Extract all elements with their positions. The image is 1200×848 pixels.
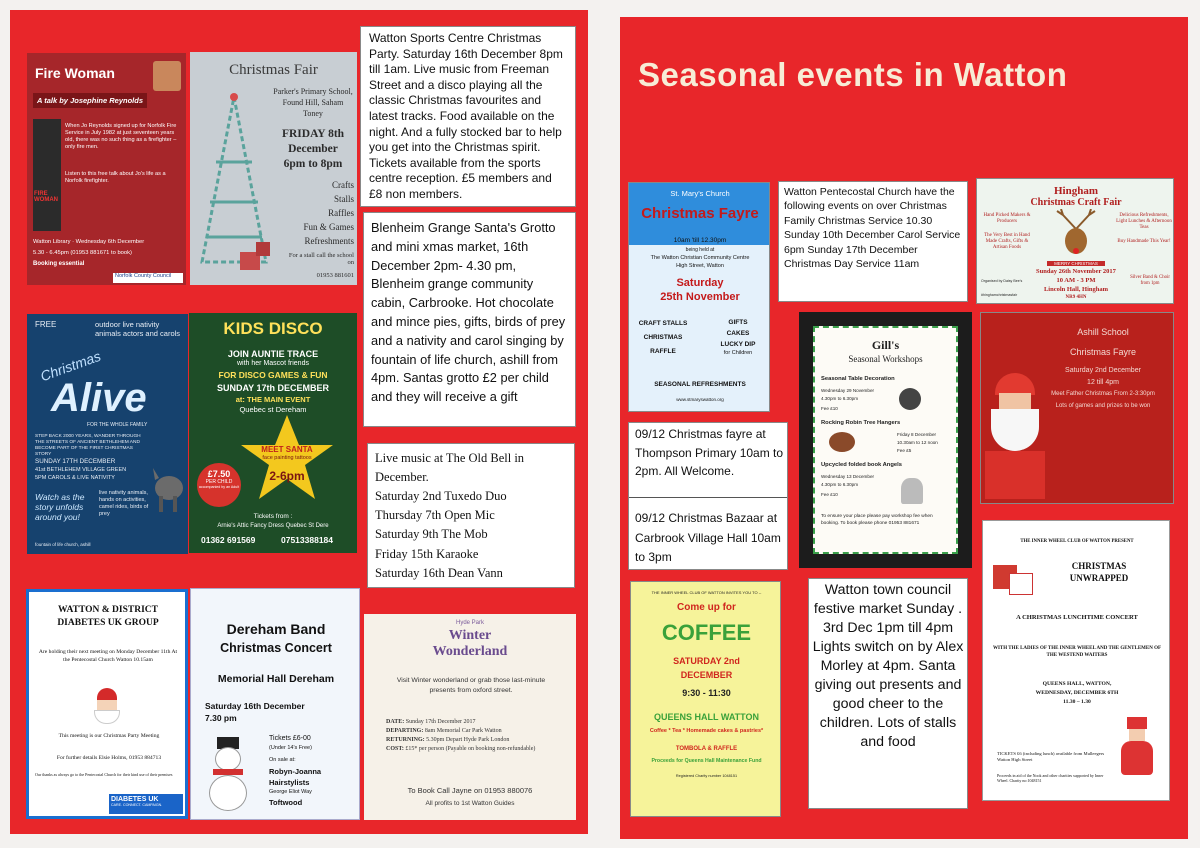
ashill-games: Lots of games and prizes to be won: [1055, 403, 1151, 409]
carbrook-text: 09/12 Christmas Bazaar at Carbrook Village Hall 10am to 3pm: [635, 511, 781, 565]
christmas-alive-watch: Watch as the story unfolds around you!: [35, 492, 85, 522]
bauble-icon: [899, 388, 921, 410]
st-marys-item: GIFTS: [728, 319, 748, 326]
fair-item: Raffles: [328, 208, 354, 218]
sports-centre-text: Watton Sports Centre Christmas Party. Saturday 16th December 8pm till 1am. Live music from Freeman Street and a disco playing all the classic Christmas favourites and latest tracks. Food available on the night. And a fully stocked bar to help you get into the Christmas spirit. Tickets available from the sports centre reception. £5 members and £8 non members.: [369, 31, 563, 201]
sf-face: [1129, 729, 1145, 741]
christmas-fair-stall: For a stall call the school on: [288, 252, 354, 266]
sports-centre-notice: [360, 26, 576, 207]
kids-disco-shop: Arnie's Attic Fancy Dress Quebec St Dere: [217, 523, 329, 529]
right-page: [600, 0, 1200, 848]
fair-item: Stalls: [333, 194, 354, 204]
pentecostal-notice: [778, 181, 968, 302]
winter-wonderland-book: To Book Call Jayne on 01953 880076: [407, 786, 533, 795]
gills-w3-date: Wednesday 13 December: [821, 474, 875, 479]
blenheim-text: Blenheim Grange Santa's Grotto and mini xmas market, 16th December 2pm- 4.30 pm, Blenheim grange community cabin, Carbrooke. Hot chocolate and mince pies, gifts, birds of prey and a nativity and carol singing by fountain of life church, ashill from 4pm. Santas grotto £2 per child and they will receive a gift: [371, 220, 566, 405]
kids-disco-time: 2-6pm: [269, 469, 305, 483]
gills-w1-title: Seasonal Table Decoration: [821, 376, 895, 382]
hingham-right2: Buy Handmade This Year!: [1117, 239, 1171, 244]
ww-dep-row: [386, 727, 562, 736]
town-council-text: Watton town council festive market Sunday . 3rd Dec 1pm till 4pm Lights switch on by Alex Morley at 4pm. Santa giving out presents and good cheer to the children. Lots of stalls and food: [812, 582, 964, 750]
kids-disco-accompanied: accompanied by an Adult: [198, 485, 240, 489]
inner-wheel-poster: [982, 520, 1170, 801]
diabetes-info: For further details Elsie Holms, 01953 884713: [56, 755, 162, 761]
gills-title1: Gill's: [871, 338, 900, 352]
christmas-alive-place: 41st BETHLEHEM VILLAGE GREEN: [35, 467, 127, 473]
st-marys-time: 10am 'till 12.30pm: [673, 237, 727, 244]
coffee-venue: QUEENS HALL WATTON: [653, 712, 759, 722]
hingham-social: #hinghamchristmasfair: [981, 293, 1018, 297]
ww-date-label: DATE:: [386, 719, 405, 725]
coffee-come: Come up for: [677, 602, 736, 613]
coffee-day: SATURDAY 2nd: [673, 656, 740, 666]
gills-w1-date: Wednesday 29 November: [821, 388, 875, 393]
father-christmas-icon: [985, 373, 1045, 499]
diabetes-logo: DIABETES UK: [111, 796, 159, 803]
winter-wonderland-brand: Hyde Park: [455, 620, 484, 626]
kids-disco-price-badge: [197, 463, 241, 507]
st-marys-item: LUCKY DIP: [720, 341, 756, 348]
st-marys-held: being held at: [685, 247, 715, 253]
inner-wheel-date: WEDNESDAY, DECEMBER 6TH: [1035, 690, 1119, 696]
inner-wheel-venue: QUEENS HALL, WATTON,: [1042, 681, 1112, 687]
hingham-band: Silver Band & Choir from 1pm: [1130, 275, 1170, 286]
hingham-right1: Delicious Refreshments, Light Lunches & Afternoon Teas: [1116, 213, 1172, 230]
old-bell-list: [375, 487, 567, 583]
sf-hat: [1127, 717, 1147, 729]
fair-item: Crafts: [332, 180, 354, 190]
christmas-alive-times: 5PM CAROLS & LIVE NATIVITY: [35, 475, 115, 481]
snowman-icon: [205, 737, 251, 813]
old-bell-item: Friday 15th Karaoke: [375, 546, 479, 561]
fair-item: Refreshments: [304, 236, 354, 246]
christmas-fair-venue: Parker's Primary School, Found Hill, Saham Toney: [273, 87, 353, 118]
christmas-fair-time: 6pm to 8pm: [283, 158, 343, 170]
dereham-band-shop1: Robyn-Joanna: [269, 767, 322, 776]
santa-hat: [97, 688, 117, 700]
kids-disco-phone2: 07513388184: [281, 535, 334, 545]
kids-disco-at: at: THE MAIN EVENT: [235, 395, 311, 404]
fair-item: Fun & Games: [303, 222, 354, 232]
hingham-title1: Hingham: [1053, 185, 1098, 197]
inner-wheel-header: THE INNER WHEEL CLUB OF WATTON PRESENT: [1020, 539, 1134, 544]
notice-divider: [629, 497, 788, 498]
inner-wheel-title2: UNWRAPPED: [1069, 573, 1129, 583]
fire-woman-booking: Booking essential: [33, 261, 85, 267]
gills-w3-time: 4.30pm to 6.30pm: [821, 482, 859, 487]
ashill-poster: [980, 312, 1174, 504]
christmas-alive-free: FREE: [35, 320, 57, 329]
ashill-meet: Meet Father Christmas From 2-3:30pm: [1051, 391, 1155, 397]
thompson-carbrook-notice: [628, 422, 788, 570]
gills-w1-fee: Fee £10: [821, 406, 838, 411]
hingham-title2: Christmas Craft Fair: [1030, 197, 1122, 208]
gills-w2-fee: Fee £5: [897, 448, 912, 453]
dereham-band-from: On sale at:: [269, 757, 296, 763]
diabetes-poster: [26, 589, 188, 819]
coffee-time: 9:30 - 11:30: [682, 688, 731, 698]
fire-woman-book: [33, 119, 61, 231]
hingham-banner: MERRY CHRISTMAS: [1047, 261, 1105, 266]
dereham-band-venue: Memorial Hall Dereham: [217, 673, 335, 685]
st-marys-church: St. Mary's Church: [670, 189, 730, 198]
inner-wheel-with: WITH THE LADIES OF THE INNER WHEEL AND THE GENTLEMEN OF THE WESTEND WAITERS: [992, 646, 1162, 658]
kids-disco-price: £7.50: [207, 469, 231, 479]
kids-disco-meet: MEET SANTA: [261, 445, 313, 454]
old-bell-item: Saturday 16th Dean Vann: [375, 565, 503, 580]
christmas-fair-phone: 01953 881601: [316, 272, 354, 279]
pentecostal-text: Watton Pentecostal Church have the following events on over Christmas Family Christmas Service 10.30 Sunday 10th December Carol Service 6pm Sunday 17th December Christmas Day Service 11am: [784, 186, 961, 271]
ashill-time: 12 till 4pm: [1087, 379, 1119, 386]
ww-cost-label: COST:: [386, 746, 404, 752]
diabetes-body: Are holding their next meeting on Monday December 11th At the Pentecostal Church Watton 10.15am: [38, 649, 178, 663]
inner-wheel-time: 11.30 – 1.30: [1063, 699, 1091, 705]
gills-w3-title: Upcycled folded book Angels: [821, 462, 902, 468]
christmas-alive-poster: [27, 314, 188, 554]
gills-poster: [799, 312, 972, 568]
christmas-fair-date1: FRIDAY 8th: [281, 128, 345, 140]
st-marys-right-items: [709, 317, 767, 350]
kids-disco-with: with her Mascot friends: [237, 360, 309, 367]
santa-icon: [91, 688, 123, 726]
norfolk-council-text: Norfolk County Council: [115, 273, 172, 279]
christmas-alive-activities: live nativity animals, hands on activities, camel rides, birds of prey: [99, 490, 149, 517]
kids-disco-poster: [189, 313, 357, 553]
fire-woman-time: 5.30 - 6.45pm (01953 881671 to book): [33, 250, 132, 256]
winter-wonderland-profits: All profits to 1st Watton Guides: [425, 800, 515, 807]
christmas-alive-title1: Christmas: [38, 347, 103, 385]
kids-disco-join: JOIN AUNTIE TRACE: [227, 349, 319, 359]
diabetes-logo-bar: [109, 794, 183, 814]
kids-disco-face: face painting tattoos: [262, 455, 312, 461]
diabetes-small: Our thanks as always go to the Pentecostal Church for their kind use of their premises: [35, 772, 173, 777]
coffee-charity: Registered Charity number 1048151: [675, 774, 738, 778]
fire-woman-poster: [27, 53, 186, 285]
dereham-band-shop3: George Eliot Way: [269, 789, 312, 795]
robin-icon: [829, 432, 855, 452]
hingham-date: Sunday 26th November 2017: [1036, 268, 1116, 275]
gills-w2-date: Friday 8 December: [897, 432, 937, 437]
fire-woman-book-word: FIRE WOMAN: [34, 191, 58, 203]
kids-disco-for: FOR DISCO GAMES & FUN: [218, 370, 328, 380]
st-marys-title: Christmas Fayre: [641, 205, 759, 222]
inner-wheel-title1: CHRISTMAS: [1071, 561, 1127, 571]
st-marys-date: 25th November: [660, 291, 740, 303]
ww-date-row: [386, 718, 562, 727]
st-marys-web: www.stmaryswatton.org: [676, 397, 724, 402]
present-white: [1009, 573, 1033, 595]
inner-wheel-aid: Proceeds in aid of the Nook and other charities supported by Inner Wheel. Charity no:1048151: [997, 773, 1104, 784]
hingham-time: 10 AM - 3 PM: [1056, 277, 1096, 284]
christmas-fair-title: Christmas Fair: [229, 62, 318, 78]
old-bell-item: Saturday 2nd Tuxedo Duo: [375, 489, 507, 503]
angel-icon: [901, 478, 923, 504]
dereham-band-tickets: Tickets £6-00: [269, 735, 311, 742]
coffee-poster: [630, 581, 781, 817]
christmas-tree-graphic: [194, 92, 274, 277]
kids-disco-per: PER CHILD: [205, 479, 233, 485]
santa-figure-icon: [1117, 717, 1157, 775]
dereham-band-title2: Christmas Concert: [220, 641, 332, 655]
diabetes-meeting: This meeting is our Christmas Party Meeting: [58, 733, 160, 739]
st-marys-item: CHRISTMAS RAFFLE: [643, 334, 683, 355]
coffee-month: DECEMBER: [680, 670, 733, 680]
dereham-band-shop2: Hairstylists: [269, 778, 310, 787]
winter-wonderland-intro: Visit Winter wonderland or grab those last-minute presents from oxford street.: [396, 677, 546, 694]
gills-inner: [813, 326, 958, 554]
inner-wheel-tickets: TICKETS £6 (including lunch) available from Mulleegers Watton High Street: [997, 751, 1105, 762]
ww-cost-row: [386, 745, 562, 754]
coffee-proceeds: Proceeds for Queens Hall Maintenance Fund: [651, 758, 762, 764]
ww-cost: £15* per person (Payable on booking non-refundable): [405, 746, 536, 752]
gills-reserve: To ensure your place please pay workshop fee when booking. To book please phone 01953 881671: [821, 514, 933, 526]
fire-woman-title: Fire Woman: [35, 65, 115, 81]
hingham-organised: Organised by Daisy Bee's: [981, 279, 1023, 283]
sf-body: [1121, 741, 1153, 775]
dereham-band-title1: Dereham Band: [226, 621, 326, 637]
ashill-title2: Christmas Fayre: [1069, 347, 1136, 357]
hingham-left2: The Very Best in Hand Made Crafts, Gifts & Artisan Foods: [984, 233, 1030, 250]
kids-disco-place: Quebec st Dereham: [239, 405, 307, 414]
kids-disco-tickets: Tickets from :: [253, 513, 293, 520]
st-marys-refreshments: SEASONAL REFRESHMENTS: [654, 381, 746, 388]
fire-woman-photo: [153, 61, 181, 91]
dereham-band-shop4: Toftwood: [269, 798, 303, 807]
norfolk-council-logo: [113, 273, 183, 283]
hingham-venue: Lincoln Hall, Hingham: [1043, 286, 1109, 293]
ww-dep-label: DEPARTING:: [386, 728, 424, 734]
coffee-items: Coffee * Tea * Homemade cakes & pastries*: [649, 728, 764, 734]
old-bell-item: Thursday 7th Open Mic: [375, 508, 495, 523]
christmas-alive-step: STEP BACK 2000 YEARS, WANDER THROUGH THE STREETS OF ANCIENT BETHLEHEM AND BECOME PART OF THE FIRST CHRISTMAS STORY: [35, 434, 141, 457]
ww-ret: 5.30pm Depart Hyde Park London: [426, 737, 510, 743]
st-marys-item: CAKES: [726, 330, 750, 337]
dereham-band-poster: [190, 588, 360, 820]
old-bell-notice: [367, 443, 575, 588]
dereham-band-under: (Under 14's Free): [269, 745, 312, 751]
winter-wonderland-poster: [364, 614, 576, 820]
christmas-alive-footer: fountain of life church, ashill: [35, 542, 91, 547]
ww-ret-label: RETURNING:: [386, 737, 425, 743]
old-bell-intro: Live music at The Old Bell in December.: [375, 451, 525, 484]
dereham-band-date: Saturday 16th December: [205, 701, 305, 711]
ashill-date: Saturday 2nd December: [1065, 367, 1141, 374]
fc-coat: [985, 451, 1045, 499]
christmas-fair-date2: December: [288, 143, 338, 155]
ww-dep: 8am Memorial Car Park Watton: [424, 728, 502, 734]
ashill-title1: Ashill School: [1077, 327, 1129, 337]
fire-woman-body1: When Jo Reynolds signed up for Norfolk Fire Service in July 1982 at just seventeen years old, there was no such thing as a firefighter – only fire men.: [65, 123, 177, 150]
st-marys-venue2: High Street, Watton: [676, 263, 724, 269]
inner-wheel-subtitle: A CHRISTMAS LUNCHTIME CONCERT: [1016, 614, 1138, 621]
fc-hat: [995, 373, 1035, 395]
christmas-fair-items: [280, 178, 354, 248]
hingham-postcode: NR9 4HN: [1065, 295, 1087, 300]
gills-title2: Seasonal Workshops: [848, 354, 923, 364]
kids-disco-date: SUNDAY 17th DECEMBER: [216, 383, 330, 393]
snowman-head: [215, 747, 241, 771]
page-title: Seasonal events in Watton: [638, 56, 1068, 93]
winter-wonderland-title2: Wonderland: [432, 644, 508, 659]
kids-disco-phone1: 01362 691569: [201, 535, 256, 545]
old-bell-item: Saturday 9th The Mob: [375, 527, 488, 542]
santa-beard: [94, 710, 120, 724]
dereham-band-time: 7.30 pm: [205, 713, 237, 723]
christmas-fair-poster: [190, 52, 357, 285]
snowman-body: [209, 775, 247, 811]
st-marys-left-items: [633, 317, 693, 359]
winter-wonderland-title1: Winter: [448, 628, 492, 643]
christmas-alive-title2: Alive: [51, 376, 147, 420]
coffee-header: THE INNER WHEEL CLUB OF WATTON INVITES YOU TO --: [651, 590, 762, 595]
christmas-alive-for: FOR THE WHOLE FAMILY: [87, 422, 148, 428]
donkey-icon: [149, 464, 187, 514]
fire-woman-venue: Watton Library · Wednesday 6th December: [33, 239, 145, 245]
ww-ret-row: [386, 736, 562, 745]
gills-w3-fee: Fee £10: [821, 492, 838, 497]
presents-icon: [993, 553, 1033, 597]
hingham-poster: [976, 178, 1174, 304]
gills-w1-time: 4.30pm to 6.30pm: [821, 396, 859, 401]
thompson-text: 09/12 Christmas fayre at Thompson Primary 10am to 2pm. All Welcome.: [635, 427, 784, 479]
diabetes-org: WATTON & DISTRICT DIABETES UK GROUP: [57, 605, 159, 628]
diabetes-tagline: CARE. CONNECT. CAMPAIGN.: [111, 803, 163, 807]
ww-date: Sunday 17th December 2017: [405, 719, 476, 725]
town-council-notice: [808, 578, 968, 809]
hingham-left1: Hand Picked Makers & Producers: [983, 213, 1031, 224]
fc-beard: [991, 409, 1039, 451]
christmas-alive-date: SUNDAY 17TH DECEMBER: [35, 458, 116, 465]
reindeer-icon: [1039, 209, 1113, 263]
kids-disco-title: KIDS DISCO: [223, 319, 323, 338]
st-marys-day: Saturday: [676, 277, 724, 289]
christmas-alive-tag: outdoor live nativity animals actors and carols: [95, 320, 181, 338]
coffee-title: COFFEE: [661, 620, 752, 645]
st-marys-poster: [628, 182, 770, 412]
st-marys-venue1: The Watton Christian Community Centre: [650, 255, 750, 261]
coffee-tombola: TOMBOLA & RAFFLE: [675, 746, 738, 752]
fire-woman-subtitle: A talk by Josephine Reynolds: [33, 93, 147, 108]
gills-w2-time: 10.30am to 12 noon: [897, 440, 938, 445]
st-marys-children: for Children: [723, 350, 753, 356]
blenheim-notice: [363, 212, 576, 427]
winter-wonderland-details: [386, 718, 562, 754]
st-marys-item: CRAFT STALLS: [638, 320, 688, 327]
gills-w2-title: Rocking Robin Tree Hangers: [821, 420, 901, 426]
fire-woman-body2: Listen to this free talk about Jo's life as a Norfolk firefighter.: [65, 171, 166, 184]
